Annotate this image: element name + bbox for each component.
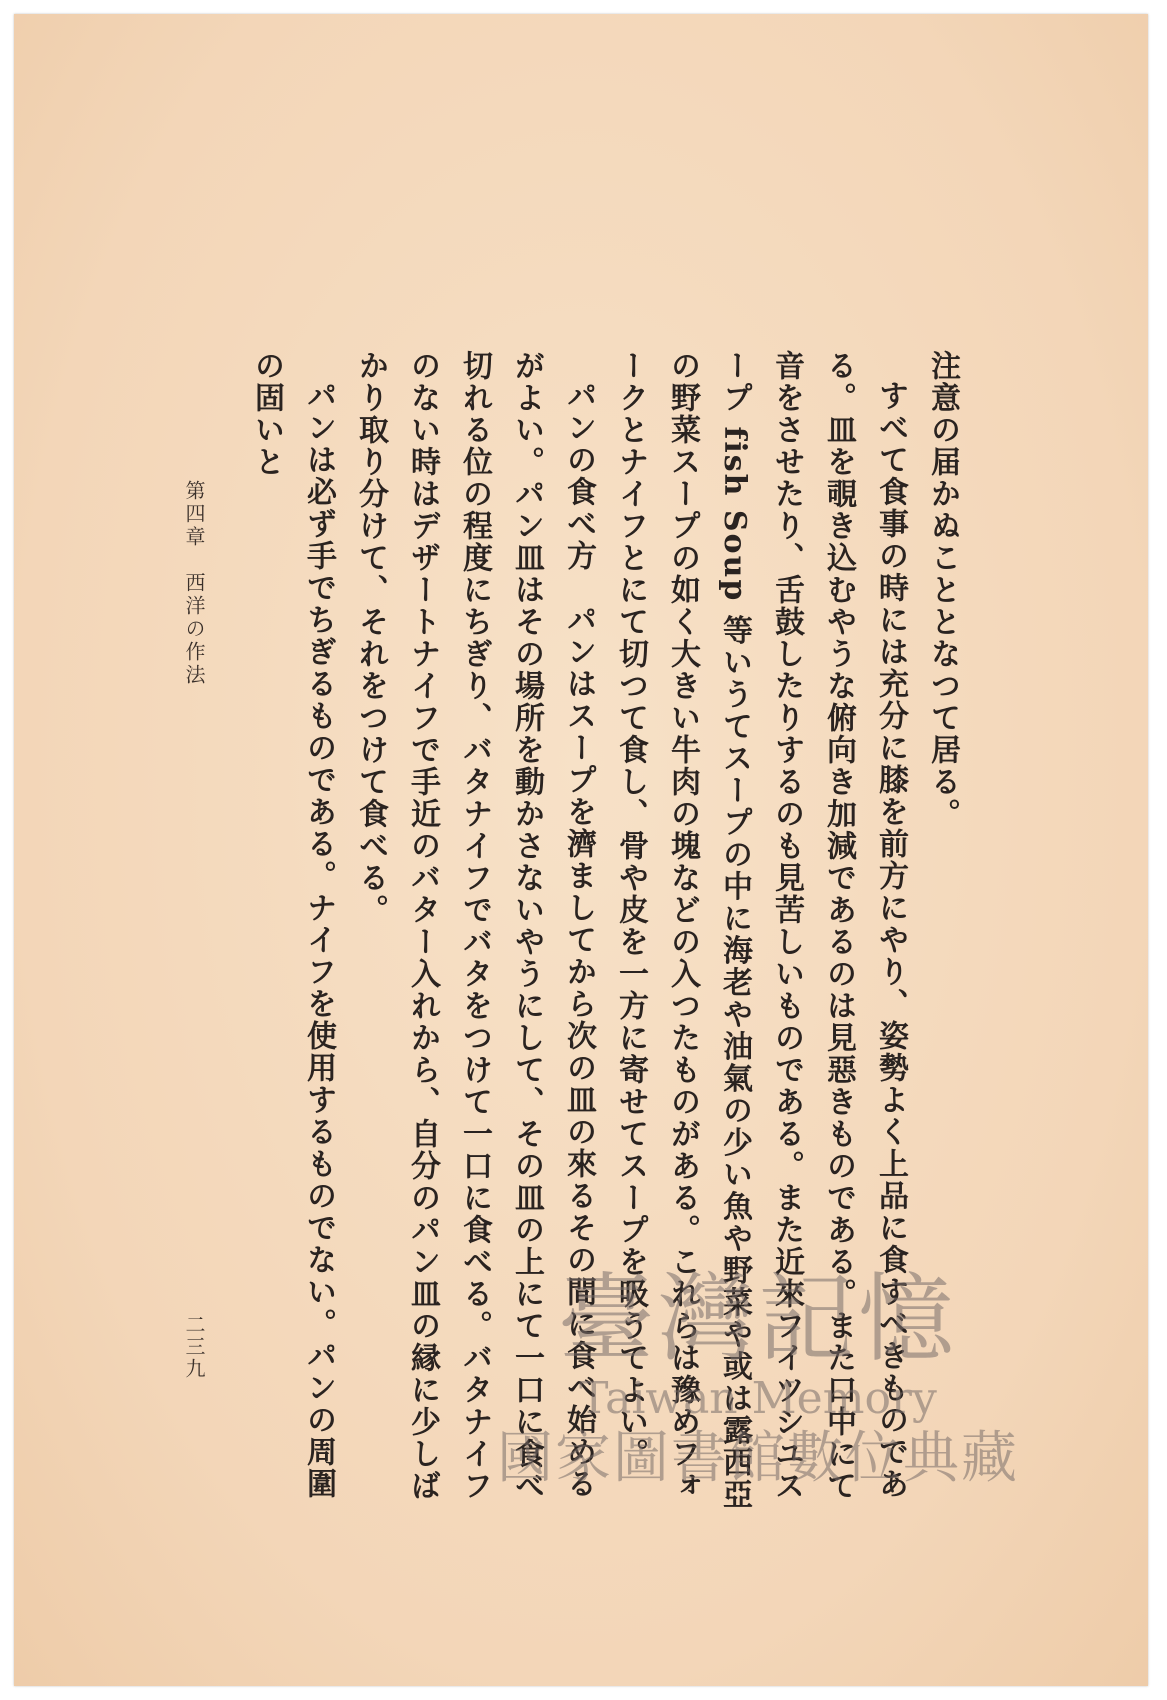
- watermark-title: 臺灣記憶: [558, 1263, 958, 1375]
- book-page: [14, 14, 1148, 1686]
- watermark-english: Taiwan Memory: [579, 1373, 937, 1424]
- paragraph-continuation: 注意の届かぬこととなつて居る。: [925, 350, 960, 830]
- paragraph-posture: すべて食事の時には充分に膝を前方にやり、姿勢よく上品に食すべきものである。皿を覗き込むやうな俯向き加減であるのは見惡きものである。また口中にて音をさせたり、舌鼓したりするのも見苦しいものである。また近來フイツシユスープ fish Soup 等いうてスープの中に海老や油氣の少い魚や野菜や或は露西亞の野菜スープの如く大きい牛肉の塊などの入つたものがある。これらは豫めフォークとナイフとにて切つて食し、骨や皮を一方に寄せてスープを吸うてよい。: [613, 350, 908, 1511]
- paragraph-bread: パンの食べ方 パンはスープを濟ましてから次の皿の來るその間に食べ始めるがよい。パン皿はその場所を動かさないやうにして、その皿の上にて一口に食べ切れる位の程度にちぎり、バタナイフでバタをつけて一口に食べる。バタナイフのない時はデザートナイフで手近のバター入れから、自分のパン皿の縁に少しばかり取り分けて、それをつけて食べる。: [353, 350, 596, 1502]
- watermark-subtitle: 國家圖書館數位典藏: [497, 1426, 1019, 1491]
- body-text: [240, 350, 968, 1520]
- running-head: 第四章 西洋の作法: [182, 480, 206, 687]
- paragraph-bread-tearing: パンは必ず手でちぎるものである。ナイフを使用するものでない。パンの周圍の固いと: [249, 350, 336, 1500]
- page-number: 二三九: [182, 1314, 206, 1380]
